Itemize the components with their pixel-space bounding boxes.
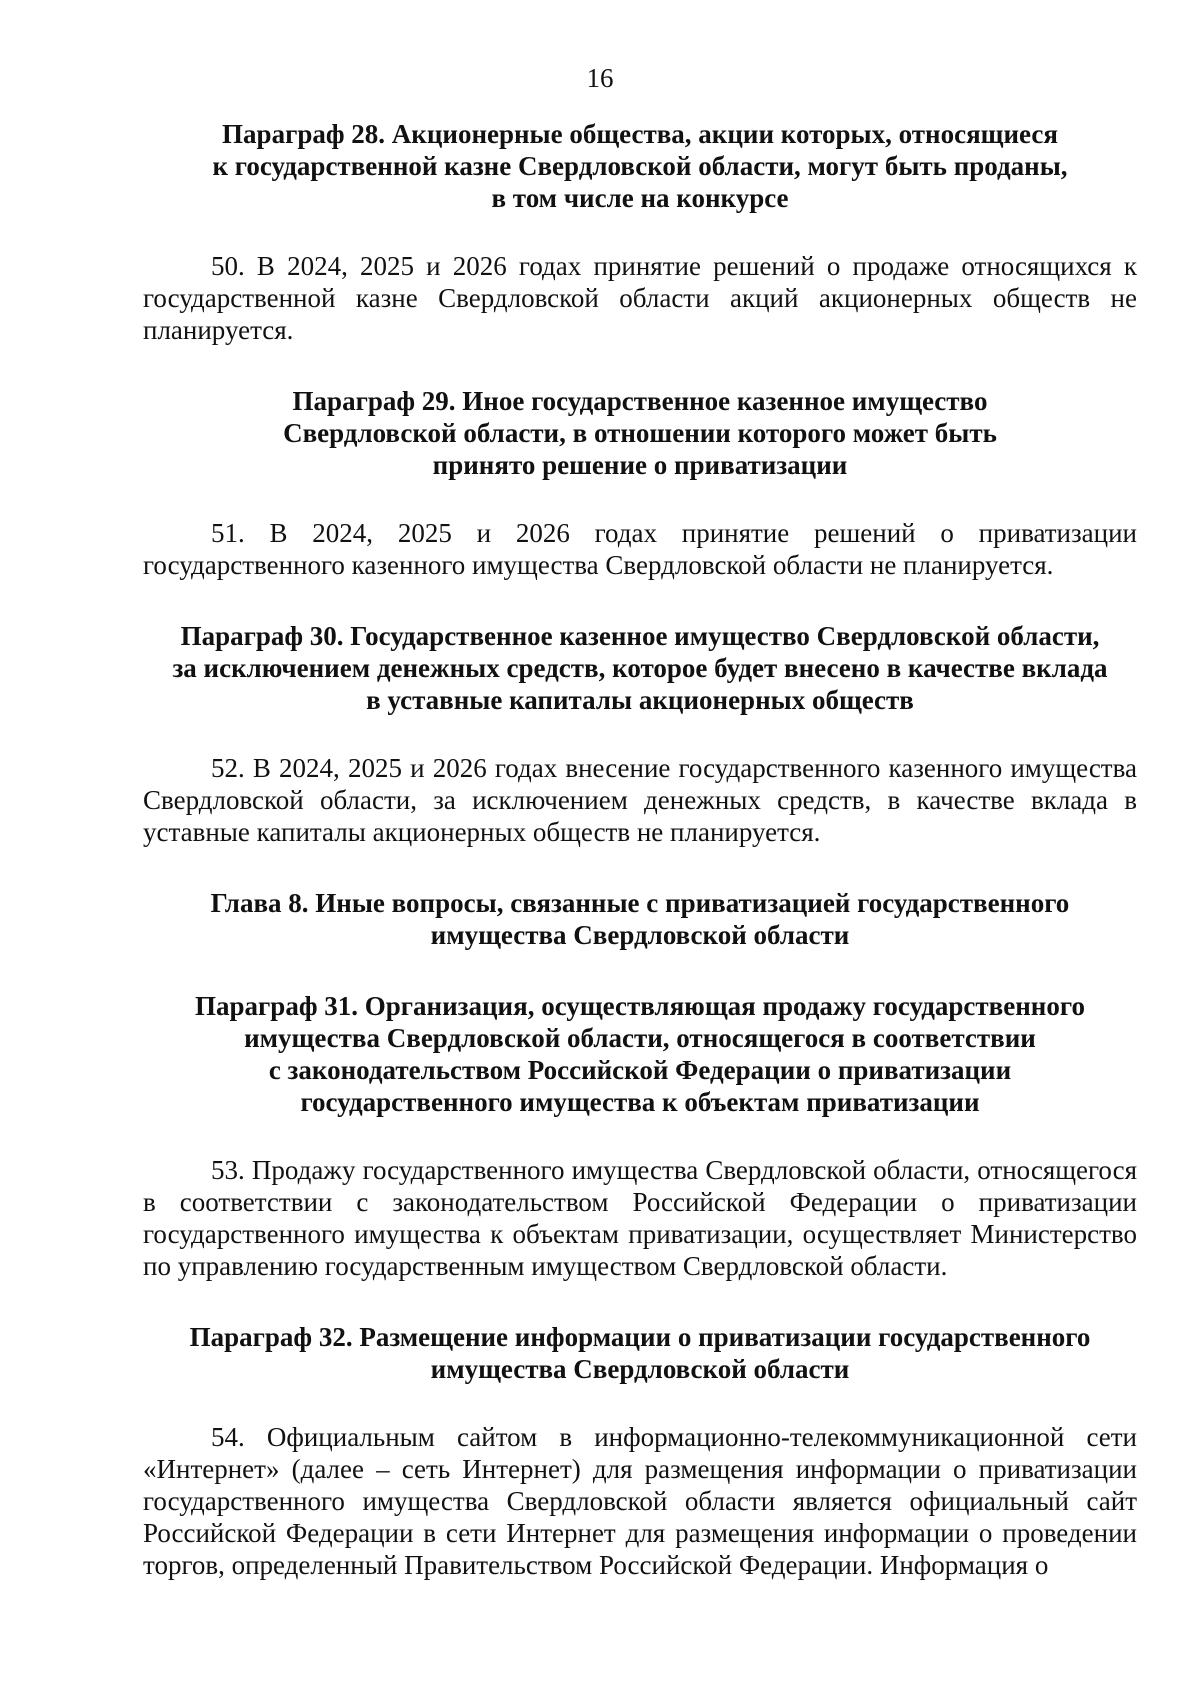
section-heading	[143, 118, 1137, 214]
section-heading	[143, 620, 1137, 716]
body-paragraph: 52. В 2024, 2025 и 2026 годах внесение государственного казенного имущества Свердловской области, за исключением денежных средств, в качестве вклада в уставные капиталы акционерных обществ не планируется.	[143, 753, 1137, 847]
chapter-heading	[143, 887, 1137, 951]
heading-line: принято решение о приватизации	[432, 450, 848, 480]
heading-line: Параграф 28. Акционерные общества, акции которых, относящиеся	[222, 119, 1058, 149]
heading-line: имущества Свердловской области, относящегося в соответствии	[244, 1023, 1036, 1053]
heading-line: Параграф 32. Размещение информации о приватизации государственного	[189, 1322, 1091, 1352]
heading-line: с законодательством Российской Федерации о приватизации	[268, 1055, 1012, 1085]
body-paragraph: 53. Продажу государственного имущества Свердловской области, относящегося в соответствии с законодательством Российской Федерации о приватизации государственного имущества к объектам приватизации, осуществляет Министерство по управлению государственным имуществом Свердловской области.	[143, 1155, 1137, 1281]
heading-line: Параграф 31. Организация, осуществляющая продажу государственного	[195, 991, 1085, 1021]
heading-line: Параграф 29. Иное государственное казенное имущество	[292, 386, 988, 416]
body-paragraph: 54. Официальным сайтом в информационно-телекоммуникационной сети «Интернет» (далее – сеть Интернет) для размещения информации о приватизации государственного имущества Свердловской области является официальный сайт Российской Федерации в сети Интернет для размещения информации о проведении торгов, определенный Правительством Российской Федерации. Информация о	[143, 1422, 1137, 1580]
heading-line: государственного имущества к объектам приватизации	[300, 1087, 980, 1117]
heading-line: Глава 8. Иные вопросы, связанные с приватизацией государственного	[210, 888, 1070, 918]
heading-line: Свердловской области, в отношении которого может быть	[283, 418, 997, 448]
heading-line: имущества Свердловской области	[430, 920, 850, 950]
heading-line: Параграф 30. Государственное казенное имущество Свердловской области,	[180, 621, 1100, 651]
body-paragraph: 51. В 2024, 2025 и 2026 годах принятие решений о приватизации государственного казенного имущества Свердловской области не планируется.	[143, 518, 1137, 580]
heading-line: имущества Свердловской области	[430, 1354, 850, 1384]
page-number: 16	[586, 63, 614, 93]
section-heading	[143, 990, 1137, 1118]
document-body	[143, 118, 1137, 1581]
section-heading	[143, 1321, 1137, 1385]
section-heading	[143, 385, 1137, 481]
heading-line: за исключением денежных средств, которое будет внесено в качестве вклада	[172, 653, 1108, 683]
heading-line: к государственной казне Свердловской области, могут быть проданы,	[212, 151, 1068, 181]
body-paragraph: 50. В 2024, 2025 и 2026 годах принятие решений о продаже относящихся к государственной казне Свердловской области акций акционерных обществ не планируется.	[143, 251, 1137, 345]
heading-line: в том числе на конкурсе	[491, 183, 789, 213]
heading-line: в уставные капиталы акционерных обществ	[366, 685, 914, 715]
